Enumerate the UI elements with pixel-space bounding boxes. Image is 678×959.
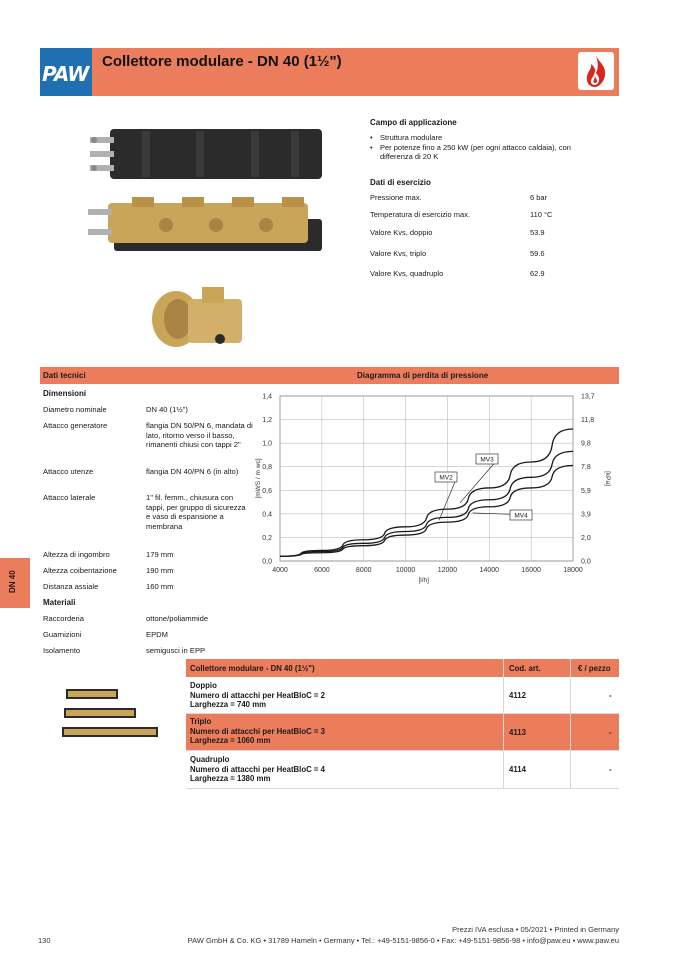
material-label: Guarnizioni [43, 630, 82, 639]
row-name: Quadruplo [190, 755, 230, 764]
y-tick-label: 0,6 [262, 487, 272, 495]
table-header-code: Cod. art. [509, 664, 541, 673]
page-number: 130 [38, 936, 51, 945]
op-label-kvs-quad: Valore Kvs, quadruplo [370, 269, 444, 278]
y2-tick-label: 9,8 [581, 440, 591, 448]
footer-line1: Prezzi IVA esclusa • 05/2021 • Printed in Germany [452, 925, 619, 934]
y2-axis-label: [kPa] [604, 471, 611, 486]
y2-tick-label: 0,0 [581, 558, 591, 566]
tech-label: Altezza coibentazione [43, 566, 117, 575]
x-tick-label: 16000 [521, 567, 541, 574]
row-name: Triplo [190, 717, 212, 726]
x-tick-label: 18000 [563, 567, 583, 574]
page-title: Collettore modulare - DN 40 (1½") [102, 53, 342, 70]
chart-bar-label: Diagramma di perdita di pressione [357, 371, 489, 380]
table-row [190, 681, 325, 710]
y-tick-label: 1,4 [262, 393, 272, 401]
tech-value: 160 mm [146, 582, 174, 591]
tech-bar-label: Dati tecnici [43, 371, 86, 380]
materials-title: Materiali [43, 598, 76, 607]
material-label: Isolamento [43, 646, 81, 655]
pressure-drop-chart [238, 386, 618, 586]
tech-label: Diametro nominale [43, 405, 107, 414]
tech-value: 190 mm [146, 566, 174, 575]
row-price: - [609, 765, 612, 774]
flame-icon [578, 52, 614, 90]
tech-value: 179 mm [146, 550, 174, 559]
op-label-kvs-double: Valore Kvs, doppio [370, 228, 433, 237]
dimensions-title: Dimensioni [43, 389, 87, 398]
row-divider [186, 750, 619, 751]
column-divider [570, 659, 571, 788]
y2-tick-label: 13,7 [581, 393, 595, 401]
plot-area [280, 396, 573, 561]
side-tab-label: DN 40 [8, 570, 17, 593]
y2-tick-label: 2,0 [581, 534, 591, 542]
bullet-text: Struttura modulare [380, 133, 443, 142]
y-tick-label: 0,8 [262, 464, 272, 472]
insulated-manifold-image [86, 125, 326, 183]
row-line1: Numero di attacchi per HeatBloC = 4 [190, 764, 325, 774]
tech-label: Attacco utenze [43, 467, 94, 476]
list-item [370, 133, 595, 143]
table-header-product: Collettore modulare - DN 40 (1½") [190, 664, 315, 673]
op-label-temperature: Temperatura di esercizio max. [370, 210, 471, 219]
x-tick-label: 8000 [355, 567, 372, 574]
tech-label: Attacco laterale [43, 493, 96, 502]
brass-fitting-image [148, 285, 252, 351]
op-value-kvs-double: 53.9 [530, 228, 545, 237]
row-line1: Numero di attacchi per HeatBloC = 3 [190, 726, 325, 736]
side-tab [0, 558, 30, 608]
table-row [190, 717, 325, 746]
x-tick-label: 12000 [437, 567, 458, 574]
row-price: - [609, 691, 612, 700]
tech-bar [40, 367, 619, 384]
table-row [190, 755, 325, 784]
tech-value: flangia DN 40/PN 6 (in alto) [146, 467, 239, 476]
row-price: - [609, 728, 612, 737]
bullet-text: Per potenze fino a 250 kW (per ogni attacco caldaia), con differenza di 20 K [380, 142, 571, 161]
y-tick-label: 0,2 [262, 534, 272, 542]
material-value: semigusci in EPP [146, 646, 206, 655]
op-label-pressure: Pressione max. [370, 193, 422, 202]
series-label: MV3 [480, 456, 494, 464]
y2-tick-label: 11,8 [581, 417, 595, 425]
row-line1: Numero di attacchi per HeatBloC = 2 [190, 690, 325, 700]
tech-value: flangia DN 50/PN 6, mandata di lato, ritorno verso il basso, rimanenti chiusi con tappi 2" [146, 421, 253, 450]
y2-tick-label: 5,9 [581, 487, 591, 495]
operating-title: Dati di esercizio [370, 178, 431, 187]
row-code: 4114 [509, 765, 526, 774]
material-value: EPDM [146, 630, 168, 639]
tech-label: Distanza assiale [43, 582, 99, 591]
y-tick-label: 0,0 [262, 558, 272, 566]
tech-value: DN 40 (1½") [146, 405, 188, 414]
op-value-kvs-triple: 59.6 [530, 249, 545, 258]
material-value: ottone/poliammide [146, 614, 209, 623]
op-label-kvs-triple: Valore Kvs, triplo [370, 249, 427, 258]
brass-manifold-image [86, 195, 326, 255]
x-tick-label: 10000 [395, 567, 416, 574]
column-divider [503, 659, 504, 788]
row-line2: Larghezza = 1380 mm [190, 774, 271, 784]
y-tick-label: 0,4 [262, 511, 272, 519]
y-tick-label: 1,2 [262, 417, 272, 425]
row-line2: Larghezza = 1060 mm [190, 736, 271, 746]
x-tick-label: 14000 [479, 567, 500, 574]
table-header-price: € / pezzo [578, 664, 611, 673]
tech-label: Attacco generatore [43, 421, 108, 430]
application-list [370, 133, 595, 162]
material-label: Raccorderia [43, 614, 84, 623]
row-line2: Larghezza = 740 mm [190, 700, 267, 710]
y2-tick-label: 3,9 [581, 511, 591, 519]
x-tick-label: 6000 [314, 567, 330, 574]
bullet: • [370, 142, 373, 152]
manifold-thumbnails [62, 686, 162, 746]
op-value-kvs-quad: 62.9 [530, 269, 545, 278]
paw-logo [40, 48, 92, 96]
row-name: Doppio [190, 681, 217, 690]
list-item [370, 143, 595, 162]
series-label: MV4 [514, 512, 528, 520]
op-value-pressure: 6 bar [530, 193, 548, 202]
row-code: 4113 [509, 728, 526, 737]
bullet: • [370, 133, 373, 142]
series-label: MV2 [439, 474, 453, 482]
op-value-temperature: 110 °C [530, 210, 553, 219]
tech-label: Altezza di ingombro [43, 550, 110, 559]
row-divider [186, 713, 619, 714]
y-axis-label: [mWS / m wc] [255, 458, 262, 499]
y-tick-label: 1,0 [262, 440, 272, 448]
row-divider [186, 788, 619, 789]
x-tick-label: 4000 [272, 567, 288, 574]
tech-value: 1" fil. femm., chiusura con tappi, per gruppo di sicurezza e vaso di espansione a membrana [146, 493, 246, 531]
application-title: Campo di applicazione [370, 118, 457, 127]
x-axis-label: [l/h] [418, 577, 429, 584]
logo-text: PAW [42, 62, 89, 86]
row-code: 4112 [509, 691, 526, 700]
footer-line2: PAW GmbH & Co. KG • 31789 Hameln • Germany • Tel.: +49-5151-9856-0 • Fax: +49-5151-9856-98 • info@paw.eu • www.paw.eu [187, 936, 619, 945]
y2-tick-label: 7,8 [581, 464, 591, 472]
